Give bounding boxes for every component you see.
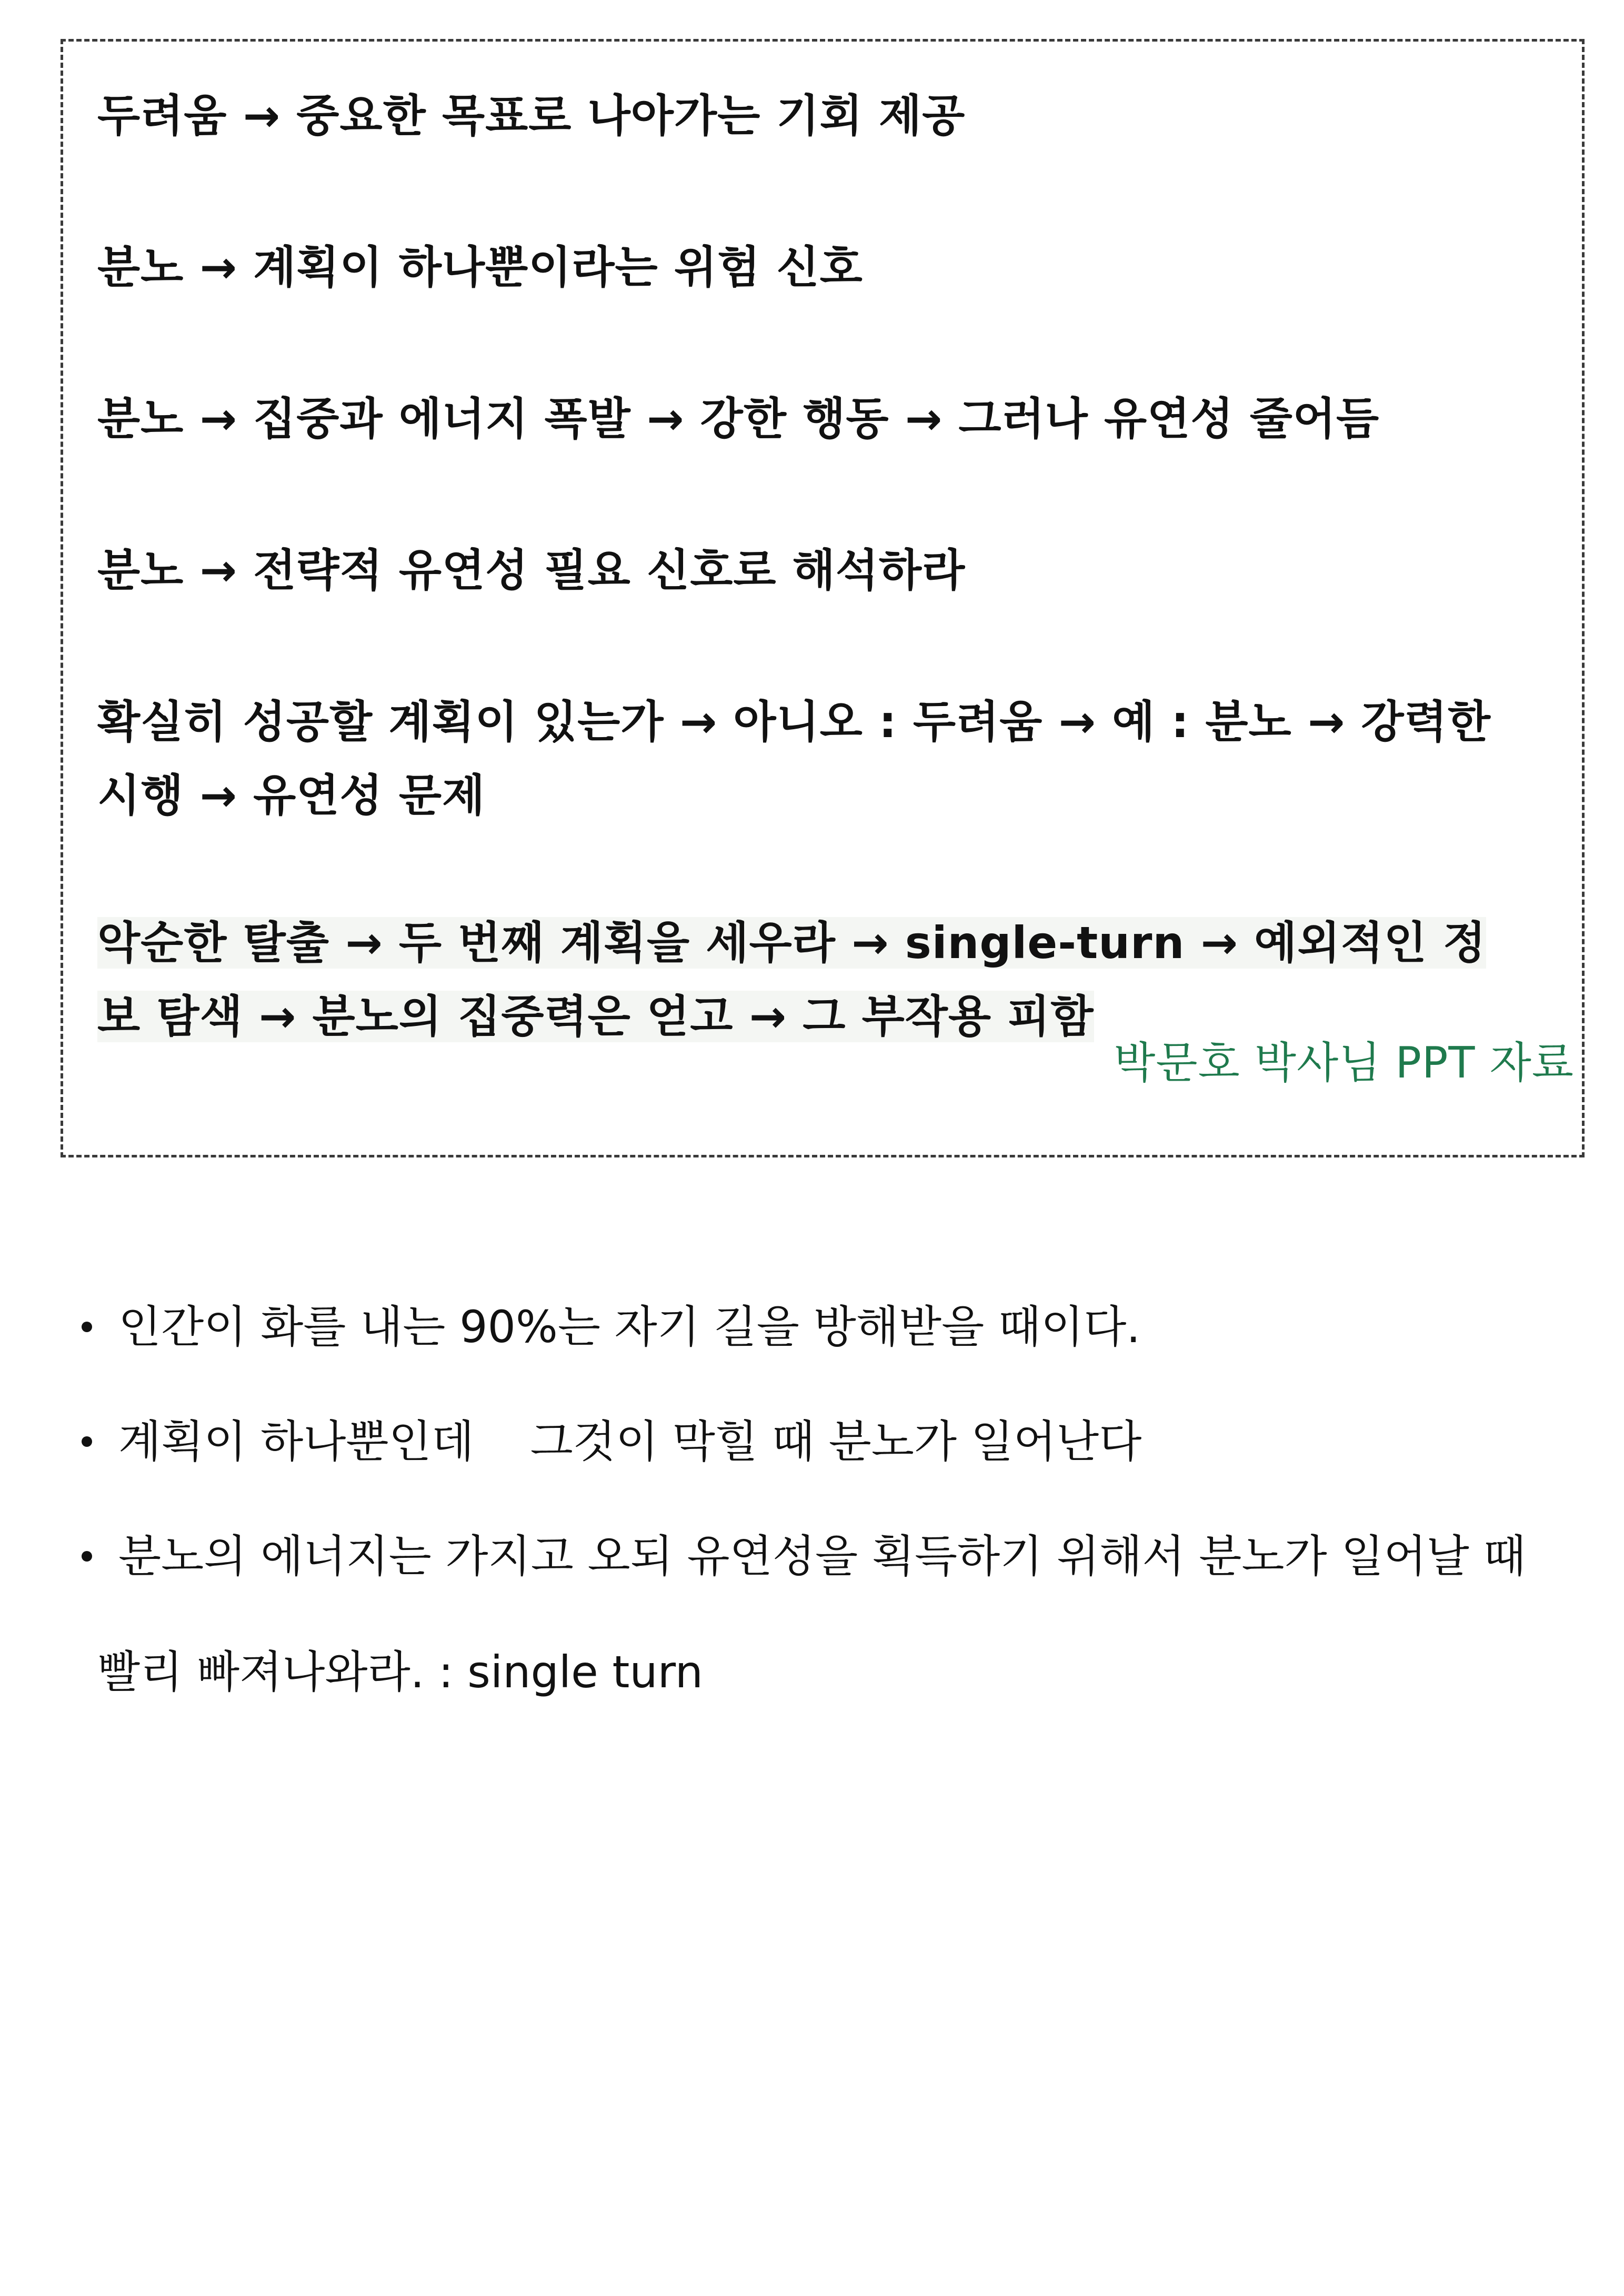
slide-line-fear: 두려움 → 중요한 목표로 나아가는 기회 제공 [97, 90, 966, 142]
slide-text-list [97, 79, 1518, 1131]
slide-line-anger-signal: 분노 → 계획이 하나뿐이라는 위험 신호 [97, 241, 863, 293]
bullet-list [82, 1300, 1555, 1759]
bullet-item [82, 1414, 1555, 1469]
slide-line-anger-energy: 분노 → 집중과 에너지 폭발 → 강한 행동 → 그러나 유연성 줄어듬 [97, 393, 1380, 445]
bullet-item [82, 1529, 1555, 1699]
bullet-icon [82, 1322, 92, 1332]
bullet-icon [82, 1436, 92, 1447]
bullet-text: 인간이 화를 내는 90%는 자기 길을 방해받을 때이다. [118, 1301, 1141, 1353]
slide-line-escape-text: 악순한 탈출 → 두 번째 계획을 세우라 → single-turn → 예외적인 정보 탐색 → 분노의 집중력은 얻고 → 그 부작용 피함 [97, 917, 1487, 1042]
bullet-icon [82, 1551, 92, 1562]
slide-line-plan-question: 확실히 성공할 계획이 있는가 → 아니오 : 두려움 → 예 : 분노 → 강력한 시행 → 유연성 문제 [97, 696, 1491, 821]
bullet-continuation: 빨리 빠져나와라. : single turn [97, 1646, 703, 1698]
bullet-text: 계획이 하나뿐인데 그것이 막힐 때 분노가 일어난다 [118, 1416, 1142, 1467]
source-credit: 박문호 박사님 PPT 자료 [1114, 1038, 1574, 1088]
bullet-text: 분노의 에너지는 가지고 오되 유연성을 획득하기 위해서 분노가 일어날 때 [118, 1530, 1526, 1582]
bullet-item [82, 1300, 1555, 1354]
slide-line-anger-strategy: 분노 → 전략적 유연성 필요 신호로 해석하라 [97, 545, 966, 596]
